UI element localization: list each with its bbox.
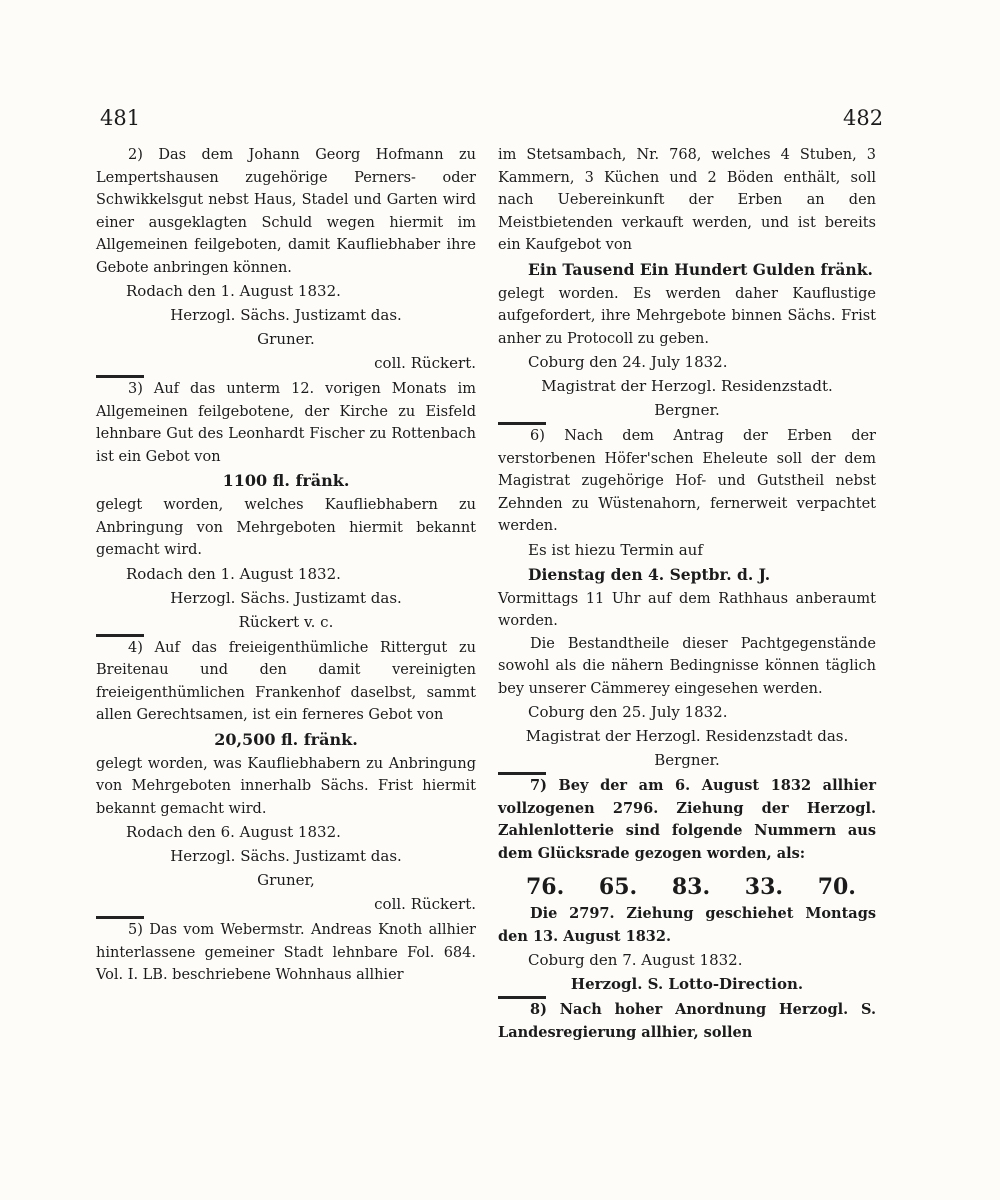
lottery-number: 83. xyxy=(671,874,711,900)
notice-3-amount: 1100 fl. fränk. xyxy=(222,471,350,490)
lottery-number: 33. xyxy=(744,874,784,900)
page-number-right: 482 xyxy=(843,106,884,130)
notice-2-authority: Herzogl. Sächs. Justizamt das. xyxy=(170,306,402,324)
notice-3-signer: Rückert v. c. xyxy=(238,612,334,631)
notice-6-authority: Magistrat der Herzogl. Residenzstadt das. xyxy=(525,727,849,745)
notice-5-signer: Bergner. xyxy=(654,401,720,419)
notice-5-text: 5) Das vom Webermstr. Andreas Knoth allhier hinterlassene gemeiner Stadt lehnbare Fol. 684. Vol. I. LB. beschriebene Wohnhaus allhier xyxy=(96,922,476,983)
notice-2-signer-2: coll. Rückert. xyxy=(374,354,476,372)
page-number-left: 481 xyxy=(100,106,141,130)
notice-6-date-line: Dienstag den 4. Septbr. d. J. xyxy=(528,564,771,584)
notice-7-text: 7) Bey der am 6. August 1832 allhier vollzogenen 2796. Ziehung der Herzogl. Zahlenlotterie sind folgende Nummern aus dem Glücksrade gezogen worden, als: xyxy=(498,777,876,862)
notice-4-text-2: gelegt worden, was Kaufliebhabern zu Anbringung von Mehrgeboten innerhalb Sächs. Frist hiermit bekannt gemacht wird. xyxy=(96,755,476,817)
notice-7-text-2: Die 2797. Ziehung geschiehet Montags den 13. August 1832. xyxy=(498,905,876,945)
notice-4-place-date: Rodach den 6. August 1832. xyxy=(126,823,341,841)
notice-6-text-3: Die Bestandtheile dieser Pachtgegenstände sowohl als die nähern Bedingnisse können täglich bey unserer Cämmerey eingesehen werden. xyxy=(498,635,876,697)
notice-6-term-text: Es ist hiezu Termin auf xyxy=(528,540,703,559)
notice-3-text-2: gelegt worden, welches Kaufliebhabern zu Anbringung von Mehrgeboten hiermit bekannt gemacht wird. xyxy=(96,497,476,558)
notice-2-place-date: Rodach den 1. August 1832. xyxy=(126,282,341,300)
notice-5-text-continued: im Stetsambach, Nr. 768, welches 4 Stuben, 3 Kammern, 3 Küchen und 2 Böden enthält, soll nach Uebereinkunft der Erben an den Meistbietenden verkauft werden, und ist bereits ein Kaufgebot von xyxy=(498,147,876,253)
notice-3-text: 3) Auf das unterm 12. vorigen Monats im Allgemeinen feilgebotene, der Kirche zu Eisfeld lehnbare Gut des Leonhardt Fischer zu Rottenbach ist ein Gebot von xyxy=(96,381,476,465)
notice-5-text-2: gelegt worden. Es werden daher Kauflustige aufgefordert, ihre Mehrgebote binnen Sächs. Frist anher zu Protocoll zu geben. xyxy=(498,285,876,347)
notice-4-signer-1: Gruner, xyxy=(257,871,315,889)
notice-3-authority: Herzogl. Sächs. Justizamt das. xyxy=(170,588,402,607)
lottery-number: 76. xyxy=(526,874,565,900)
notice-4-authority: Herzogl. Sächs. Justizamt das. xyxy=(170,847,402,865)
lottery-number: 70. xyxy=(817,874,856,900)
notice-4-text: 4) Auf das freieigenthümliche Rittergut zu Breitenau und den damit vereinigten freieigenthümlichen Frankenhof daselbst, sammt allen Gerechtsamen, ist ein ferneres Gebot von xyxy=(96,639,476,723)
notice-2-text: 2) Das dem Johann Georg Hofmann zu Lempertshausen zugehörige Perners- oder Schwikkelsgut nebst Haus, Stadel und Garten wird einer ausgeklagten Schuld wegen hiermit im Allgemeinen feilgeboten, damit Kaufliebhaber ihre Gebote anbringen können. xyxy=(96,147,476,276)
notice-5-authority: Magistrat der Herzogl. Residenzstadt. xyxy=(541,377,833,395)
notice-3-place-date: Rodach den 1. August 1832. xyxy=(126,564,341,583)
left-column xyxy=(96,144,476,987)
notice-4-amount: 20,500 fl. fränk. xyxy=(214,729,358,749)
notice-6-signer: Bergner. xyxy=(654,751,720,769)
notice-6-text-2: Vormittags 11 Uhr auf dem Rathhaus anberaumt worden. xyxy=(498,590,876,629)
notice-6-text: 6) Nach dem Antrag der Erben der verstorbenen Höfer'schen Eheleute soll der dem Magistrat zugehörige Hof- und Gutstheil nebst Zehnden zu Wüstenahorn, fernerweit verpachtet werden. xyxy=(498,428,876,534)
lottery-number: 65. xyxy=(598,874,638,900)
notice-7-authority: Herzogl. S. Lotto-Direction. xyxy=(570,975,804,993)
notice-5-place-date: Coburg den 24. July 1832. xyxy=(528,353,728,371)
right-column xyxy=(498,144,876,1044)
notice-4-signer-2: coll. Rückert. xyxy=(374,895,476,913)
notice-5-amount: Ein Tausend Ein Hundert Gulden fränk. xyxy=(528,259,873,279)
notice-6-place-date: Coburg den 25. July 1832. xyxy=(528,703,728,721)
notice-7-place-date: Coburg den 7. August 1832. xyxy=(528,951,743,969)
lottery-numbers xyxy=(498,865,876,903)
notice-8-text: 8) Nach hoher Anordnung Herzogl. S. Landesregierung allhier, sollen xyxy=(498,1001,876,1041)
notice-2-signer-1: Gruner. xyxy=(257,330,315,348)
